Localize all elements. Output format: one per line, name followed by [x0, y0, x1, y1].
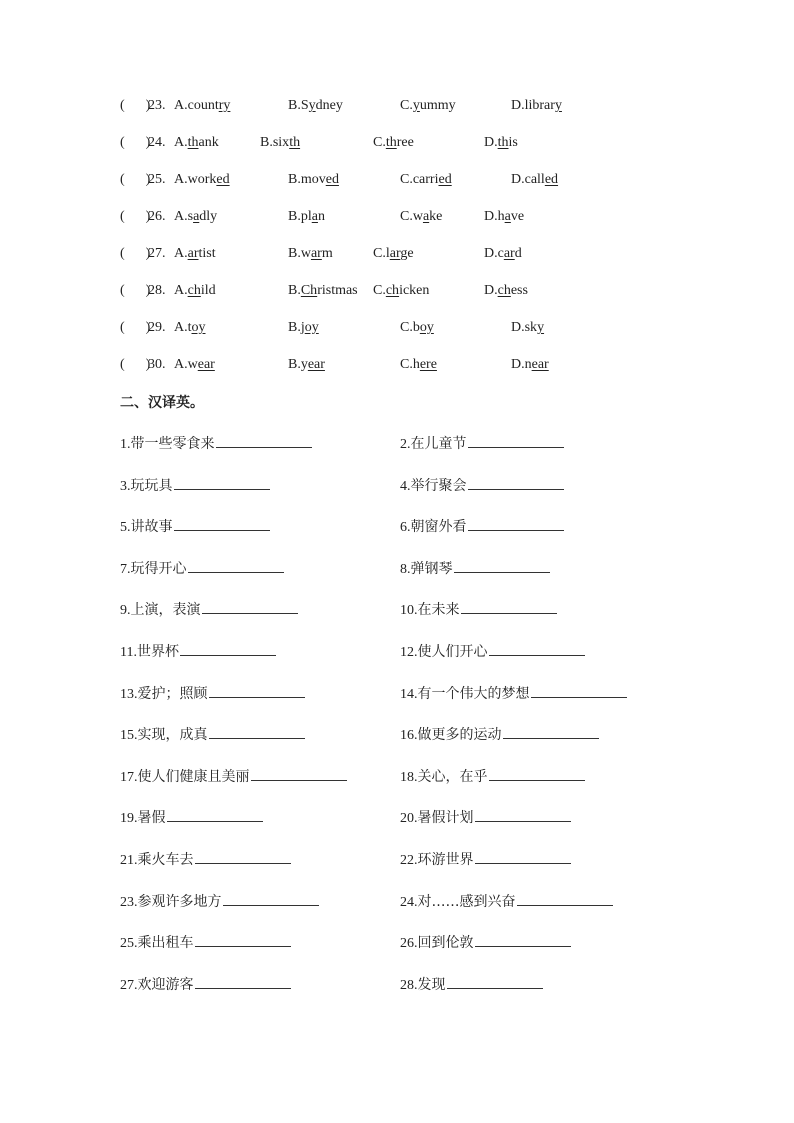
underlined-letters: Ch	[300, 283, 318, 298]
choice-option: C.carried	[400, 172, 452, 187]
chinese-phrase: 欢迎游客	[137, 976, 194, 993]
item-number: 1.	[120, 437, 131, 452]
underlined-letters: ed	[325, 172, 339, 187]
item-number: 21.	[120, 853, 138, 868]
item-number: 8.	[400, 561, 411, 577]
answer-blank[interactable]	[503, 724, 599, 739]
chinese-phrase: 实现，成真	[137, 727, 208, 744]
choice-option: B.joy	[288, 320, 319, 335]
choice-option: B.sixth	[260, 135, 301, 150]
choice-option: C.boy	[400, 320, 434, 335]
answer-blank[interactable]	[489, 641, 585, 656]
item-number: 6.	[400, 520, 411, 536]
translation-item	[120, 641, 276, 663]
underlined-letters: ed	[216, 172, 230, 187]
underlined-letters: ar	[389, 246, 401, 261]
answer-blank[interactable]	[209, 724, 305, 739]
item-number: 4.	[400, 478, 411, 494]
chinese-phrase: 世界杯	[136, 644, 179, 660]
choice-option: A.toy	[174, 320, 206, 335]
translation-item	[400, 932, 571, 954]
underlined-letters: a	[311, 209, 318, 224]
choice-question-row	[0, 133, 794, 153]
section-title: 二、汉译英。	[120, 395, 204, 411]
answer-blank[interactable]	[468, 516, 564, 531]
chinese-phrase: 乘火车去	[137, 852, 194, 868]
choice-option: B.Christmas	[288, 283, 358, 298]
translation-item	[400, 475, 564, 497]
answer-blank[interactable]	[461, 599, 557, 614]
item-number: 12.	[400, 645, 418, 660]
translation-item	[400, 433, 564, 455]
choice-option: B.warm	[288, 246, 333, 261]
underlined-letters: oy	[304, 320, 319, 335]
choice-option: B.Sydney	[288, 98, 343, 113]
translation-item	[400, 849, 571, 871]
chinese-phrase: 爱护；照顾	[137, 685, 208, 702]
underlined-letters: y	[308, 98, 316, 113]
chinese-phrase: 参观许多地方	[137, 893, 222, 910]
underlined-letters: y	[412, 98, 420, 113]
answer-blank[interactable]	[216, 433, 312, 448]
chinese-phrase: 朝窗外看	[410, 519, 467, 536]
translation-item	[400, 558, 550, 580]
underlined-letters: ed	[438, 172, 452, 187]
choice-option: D.sky	[511, 320, 545, 335]
underlined-letters: ch	[385, 283, 400, 298]
answer-blank[interactable]	[223, 891, 319, 906]
item-number: 20.	[400, 811, 418, 827]
choice-option: D.called	[511, 172, 559, 187]
item-number: 26.	[400, 936, 418, 952]
chinese-phrase: 玩玩具	[130, 477, 173, 494]
translation-item	[120, 433, 312, 455]
answer-parentheses[interactable]: ( )	[120, 320, 151, 335]
underlined-letters: ch	[497, 283, 511, 298]
underlined-letters: ar	[310, 246, 322, 261]
underlined-letters: ch	[187, 283, 201, 298]
item-number: 17.	[120, 769, 138, 785]
underlined-letters: ear	[197, 357, 215, 372]
underlined-letters: ed	[544, 172, 559, 187]
choice-option: C.chicken	[373, 283, 430, 298]
underlined-letters: a	[422, 209, 430, 224]
item-number: 24.	[400, 894, 418, 910]
item-number: 15.	[120, 728, 138, 744]
choice-option: D.have	[484, 209, 525, 224]
question-number: 27.	[148, 246, 166, 261]
choice-option: C.three	[373, 135, 414, 150]
translation-item	[120, 891, 319, 913]
choice-option: C.here	[400, 357, 437, 372]
underlined-letters: ear	[307, 357, 325, 372]
question-number: 30.	[148, 357, 166, 372]
choice-option: A.thank	[174, 135, 219, 150]
chinese-phrase: 在儿童节	[410, 436, 467, 452]
question-number: 29.	[148, 320, 166, 335]
translation-item	[120, 683, 305, 705]
choice-option: A.artist	[174, 246, 216, 261]
answer-blank[interactable]	[209, 683, 305, 698]
answer-parentheses[interactable]: ( )	[120, 246, 151, 261]
underlined-letters: oy	[191, 320, 206, 335]
translation-item	[400, 683, 627, 705]
answer-blank[interactable]	[517, 891, 613, 906]
underlined-letters: th	[289, 135, 301, 150]
translation-item	[400, 516, 564, 538]
translation-item	[120, 475, 270, 497]
answer-parentheses[interactable]: ( )	[120, 209, 151, 224]
item-number: 27.	[120, 977, 138, 993]
choice-option: A.sadly	[174, 209, 218, 224]
choice-question-row	[0, 96, 794, 116]
translation-item	[120, 807, 263, 829]
underlined-letters: a	[504, 209, 511, 224]
item-number: 18.	[400, 769, 418, 785]
question-number: 28.	[148, 283, 166, 298]
chinese-phrase: 上演，表演	[130, 602, 201, 619]
choice-option: A.country	[174, 98, 231, 113]
chinese-phrase: 使人们健康且美丽	[137, 768, 250, 785]
item-number: 13.	[120, 686, 138, 702]
answer-blank[interactable]	[468, 433, 564, 448]
answer-blank[interactable]	[174, 516, 270, 531]
underlined-letters: y	[554, 98, 562, 113]
choice-option: D.this	[484, 135, 518, 150]
chinese-phrase: 回到伦敦	[417, 935, 474, 952]
answer-blank[interactable]	[475, 849, 571, 864]
translation-item	[400, 766, 585, 788]
translation-item	[400, 974, 543, 996]
chinese-phrase: 暑假计划	[417, 810, 474, 827]
item-number: 10.	[400, 603, 418, 619]
chinese-phrase: 玩得开心	[130, 560, 187, 577]
translation-item	[120, 516, 270, 538]
choice-question-row	[0, 170, 794, 190]
answer-blank[interactable]	[167, 807, 263, 822]
answer-blank[interactable]	[475, 932, 571, 947]
choice-question-row	[0, 207, 794, 227]
item-number: 14.	[400, 686, 418, 702]
answer-blank[interactable]	[531, 683, 627, 698]
underlined-letters: ar	[187, 246, 199, 261]
answer-blank[interactable]	[180, 641, 276, 656]
item-number: 9.	[120, 603, 131, 619]
item-number: 5.	[120, 520, 131, 536]
translation-item	[120, 932, 291, 954]
answer-blank[interactable]	[475, 807, 571, 822]
answer-blank[interactable]	[454, 558, 550, 573]
chinese-phrase: 使人们开心	[417, 644, 488, 660]
choice-option: D.near	[511, 357, 549, 372]
translation-item	[400, 599, 557, 621]
underlined-letters: y	[537, 320, 545, 335]
underlined-letters: ear	[531, 357, 549, 372]
choice-option: C.wake	[400, 209, 443, 224]
chinese-phrase: 关心，在乎	[417, 768, 488, 785]
choice-option: D.card	[484, 246, 522, 261]
choice-question-row	[0, 244, 794, 264]
chinese-phrase: 发现	[417, 976, 446, 993]
chinese-phrase: 做更多的运动	[417, 727, 502, 744]
chinese-phrase: 对……感到兴奋	[417, 893, 516, 910]
item-number: 3.	[120, 478, 131, 494]
item-number: 19.	[120, 811, 138, 827]
answer-blank[interactable]	[251, 766, 347, 781]
translation-item	[120, 766, 347, 788]
choice-option: B.year	[288, 357, 325, 372]
chinese-phrase: 举行聚会	[410, 477, 467, 494]
answer-blank[interactable]	[195, 849, 291, 864]
translation-item	[400, 891, 613, 913]
chinese-phrase: 有一个伟大的梦想	[417, 685, 530, 702]
choice-option: B.plan	[288, 209, 325, 224]
translation-item	[120, 558, 284, 580]
translation-item	[120, 974, 291, 996]
underlined-letters: th	[497, 135, 509, 150]
question-number: 25.	[148, 172, 166, 187]
item-number: 25.	[120, 936, 138, 952]
answer-parentheses[interactable]: ( )	[120, 283, 151, 298]
answer-blank[interactable]	[489, 766, 585, 781]
item-number: 23.	[120, 894, 138, 910]
choice-option: B.moved	[288, 172, 339, 187]
chinese-phrase: 讲故事	[130, 519, 173, 536]
choice-option: C.yummy	[400, 98, 456, 113]
underlined-letters: th	[187, 135, 199, 150]
item-number: 11.	[120, 645, 137, 660]
item-number: 28.	[400, 977, 418, 993]
underlined-letters: ry	[218, 98, 231, 113]
choice-question-row	[0, 318, 794, 338]
answer-parentheses[interactable]: ( )	[120, 98, 151, 113]
answer-blank[interactable]	[174, 475, 270, 490]
chinese-phrase: 乘出租车	[137, 935, 194, 952]
item-number: 22.	[400, 853, 418, 868]
chinese-phrase: 在未来	[417, 602, 460, 619]
question-number: 23.	[148, 98, 166, 113]
answer-blank[interactable]	[195, 974, 291, 989]
answer-parentheses[interactable]: ( )	[120, 357, 151, 372]
underlined-letters: ere	[419, 357, 437, 372]
chinese-phrase: 弹钢琴	[410, 560, 453, 577]
item-number: 2.	[400, 437, 411, 452]
underlined-letters: a	[193, 209, 200, 224]
underlined-letters: th	[385, 135, 397, 150]
choice-option: A.wear	[174, 357, 215, 372]
underlined-letters: oy	[419, 320, 434, 335]
question-number: 26.	[148, 209, 166, 224]
answer-parentheses[interactable]: ( )	[120, 135, 151, 150]
choice-option: D.chess	[484, 283, 528, 298]
translation-item	[400, 807, 571, 829]
question-number: 24.	[148, 135, 166, 150]
choice-question-row	[0, 355, 794, 375]
item-number: 7.	[120, 561, 131, 577]
answer-parentheses[interactable]: ( )	[120, 172, 151, 187]
choice-option: D.library	[511, 98, 562, 113]
choice-question-row	[0, 281, 794, 301]
chinese-phrase: 暑假	[137, 810, 166, 827]
underlined-letters: ar	[503, 246, 515, 261]
chinese-phrase: 带一些零食来	[130, 436, 215, 452]
choice-option: A.worked	[174, 172, 230, 187]
answer-blank[interactable]	[188, 558, 284, 573]
chinese-phrase: 环游世界	[417, 852, 474, 868]
item-number: 16.	[400, 728, 418, 744]
answer-blank[interactable]	[202, 599, 298, 614]
translation-item	[400, 641, 585, 663]
translation-item	[400, 724, 599, 746]
translation-item	[120, 599, 298, 621]
translation-item	[120, 724, 305, 746]
choice-option: A.child	[174, 283, 216, 298]
translation-item	[120, 849, 291, 871]
answer-blank[interactable]	[447, 974, 543, 989]
answer-blank[interactable]	[195, 932, 291, 947]
answer-blank[interactable]	[468, 475, 564, 490]
choice-option: C.large	[373, 246, 414, 261]
